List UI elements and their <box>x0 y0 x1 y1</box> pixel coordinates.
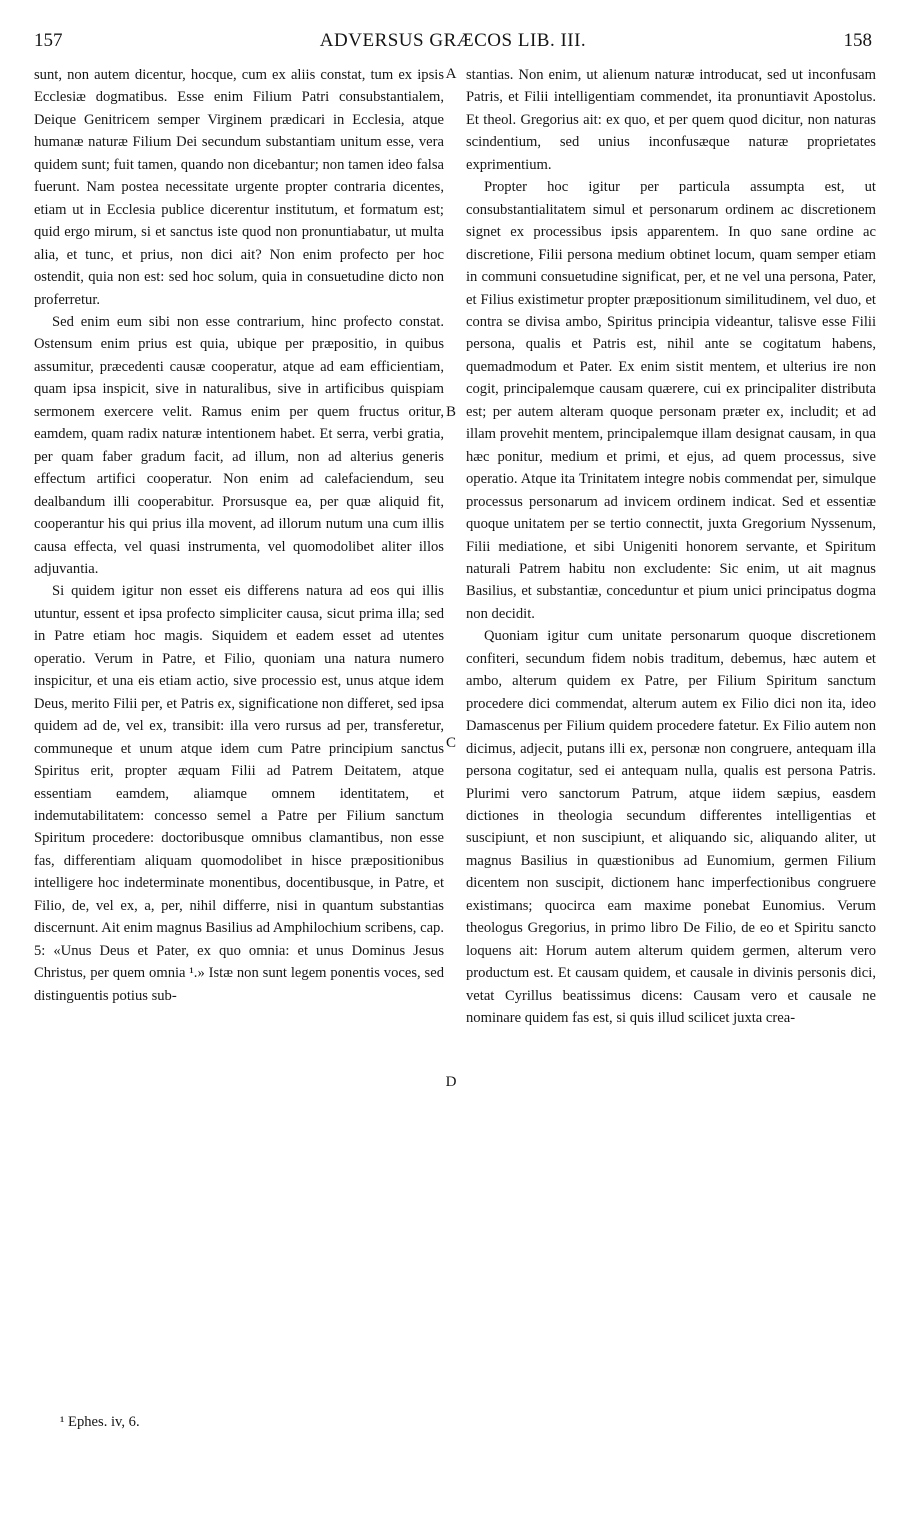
margin-marker-c: C <box>445 735 456 751</box>
running-title: ADVERSUS GRÆCOS LIB. III. <box>319 30 587 51</box>
right-paragraph-1: stantias. Non enim, ut alienum naturæ introducat, sed ut inconfusam Patris, et Filii intelligentiam commendet, ita pronuntiavit Apostolus. Et theol. Gregorius ait: ex quo, et per quem quod dicitur, non naturas scindentium, sed unius inconfusæque naturæ proprietates exprimentium. <box>466 67 876 173</box>
right-column <box>466 64 876 1029</box>
right-paragraph-2: Propter hoc igitur per particula assumpta est, ut consubstantialitatem simul et personarum ordinem ac discretionem signet ex processibus ipsis apparentem. In quo sane ordine ac discretione, Filii persona medium obtinet locum, quam semper etiam in communi consuetudine significat, per, et ne vel una persona, Pater, et Filius existimetur propter præpositionum similitudinem, vel duo, et contra se divisa ambo, Spiritus principia videantur, talisve esse Filii persona, qualis et Patris est, nihil ante se cogitatum habens, quemadmodum et Pater. Ex enim sistit mentem, et ulterius ire non cogit, principalemque causam quærere, cui ex principaliter distributa est; per autem alteram quoque personam præter ex, includit; et ad illam provehit mentem, principalemque illam designat causam, in qua hæc ponitur, medium et primi, et ejus, ad quem processus, sive operatio. Atque ita Trinitatem integre nobis commendat per, simulque processus personarum ad invicem ordinem indicat. Sed et essentiæ quoque unitatem per se tertio connectit, juxta Gregorium Nyssenum, Filii mediatione, et sibi Unigeniti honorem servante, et Spiritum naturali Patrem habitu non excludente: Sic enim, ut ait magnus Basilius, et substantiæ, conceduntur et pium unici principatus dogma non decidit. <box>466 179 876 622</box>
margin-marker-d: D <box>445 1074 457 1090</box>
page-header <box>34 30 872 60</box>
footnote: ¹ Ephes. iv, 6. <box>60 1414 140 1430</box>
page-number-right: 158 <box>843 30 872 51</box>
page-number-left: 157 <box>34 30 63 51</box>
left-paragraph-1: sunt, non autem dicentur, hocque, cum ex aliis constat, tum ex ipsis Ecclesiæ dogmatibus. Esse enim Filium Patri consubstantialem, Deique Genitricem semper Virginem prædicari in Ecclesia, atque humanæ naturæ Filium Dei secundum substantiam unitum esse, vera quidem sunt; fuit tamen, quando non dicebantur; non tamen ideo falsa fuerunt. Nam postea necessitate urgente propter contraria dicentes, etiam ut in Ecclesia publice dicerentur institutum, et formatum est; quid ergo mirum, si et sanctus iste quod non pronuntiabatur, ut multa alia, et tunc, et prius, non dici ait? Non enim profecto per hoc ostendit, quia non est: sed hoc solum, quia in consuetudine dicto non proferretur. <box>34 67 444 308</box>
left-column <box>34 64 444 1007</box>
margin-marker-b: B <box>445 404 456 420</box>
left-paragraph-2: Sed enim eum sibi non esse contrarium, hinc profecto constat. Ostensum enim prius est quia, ubique per præpositio, in quibus assumitur, præcedenti causæ cooperatur, atque ad eam efficientiam, quam ipsa inspicit, sive in naturalibus, sive in artificibus quispiam sermonem exercere velit. Ramus enim per quem fructus oritur, eamdem, quam radix naturæ intentionem habet. Et serra, verbi gratia, per quam faber gradum facit, ad illum, non ad alterius generis effectum artifici cooperatur. Non enim ad calefaciendum, seu dealbandum illi cooperabitur. Prorsusque ea, per quæ aliquid fit, cooperantur his qui prius illa movent, ad illorum nutum una cum illis causa effecta, vel quasi instrumenta, vel quomodolibet aliter illos adjuvantia. <box>34 313 444 577</box>
right-paragraph-3: Quoniam igitur cum unitate personarum quoque discretionem confiteri, secundum fidem nobis traditum, debemus, hæc autem et ambo, alterum quidem ex Patre, per Filium Spiritum sanctum procedere dici commendat, alterum autem ex Filio dici non ita, ideo Damascenus per Filium quidem procedere fatetur. Ex Filio autem non dicimus, adjecit, putans illi ex, personæ non congruere, antequam illa persona cogitatur, sed ei antequam nulla, qualis est persona Patris. Plurimi vero sanctorum Patrum, atque iidem sæpius, easdem dictiones in theologia secundum differentes intelligentias et suscipiunt, et non suscipiunt, et aliquando sic, aliquando aliter, ut magnus Basilius in quæstionibus ad Eunomium, germen Filium dicentem non suscipit, dictionem hanc imperfectionibus congruere existimans; quocirca eam maxime ponebat Eunomius. Verum theologus Gregorius, in primo libro De Filio, de eo et Spiritu sancto loquens ait: Horum autem alterum quidem germen, alterum vero productum est. Et causam quidem, et causale in divinis personis dici, vetat Cyrillus beatissimus dicens: Causam vero et causale ne nominare quidem fas est, si quis illud scilicet juxta crea- <box>466 628 876 1027</box>
margin-marker-a: A <box>445 66 457 82</box>
left-paragraph-3: Si quidem igitur non esset eis differens natura ad eos qui illis utuntur, essent et ipsa profecto simpliciter causa, sicut prima illa; sed in Patre etiam hoc magis. Siquidem et eadem esset ad utentes operatio. Verum in Patre, et Filio, quoniam una natura numero inspicitur, et una eis etiam actio, sive processio est, unus atque idem Deus, merito Filii per, et Patris ex, significatione non differet, sed ipsa quidem ad de, vel ex, transibit: illa vero rursus ad per, transferetur, communeque et unum atque idem cum Patre principium sanctus Spiritus erit, propter æquam Filii ad Patrem Deitatem, atque essentiam eamdem, aliamque omnem identitatem, et indemutabilitatem: concesso semel a Patre per Filium sanctum Spiritum procedere: doctoribusque omnibus clamantibus, non esse fas, differentiam aliquam quomodolibet in hisce præpositionibus intelligere hoc indeterminate monentibus, docentibusque, in Patre, et Filio, de, vel ex, a, per, nihil differre, nisi in quantum substantias discernunt. Ait enim magnus Basilius ad Amphilochium scribens, cap. 5: «Unus Deus et Pater, ex quo omnia: et unus Dominus Jesus Christus, per quem omnia ¹.» Istæ non sunt legem ponentis voces, sed distinguentis potius sub- <box>34 583 444 1004</box>
